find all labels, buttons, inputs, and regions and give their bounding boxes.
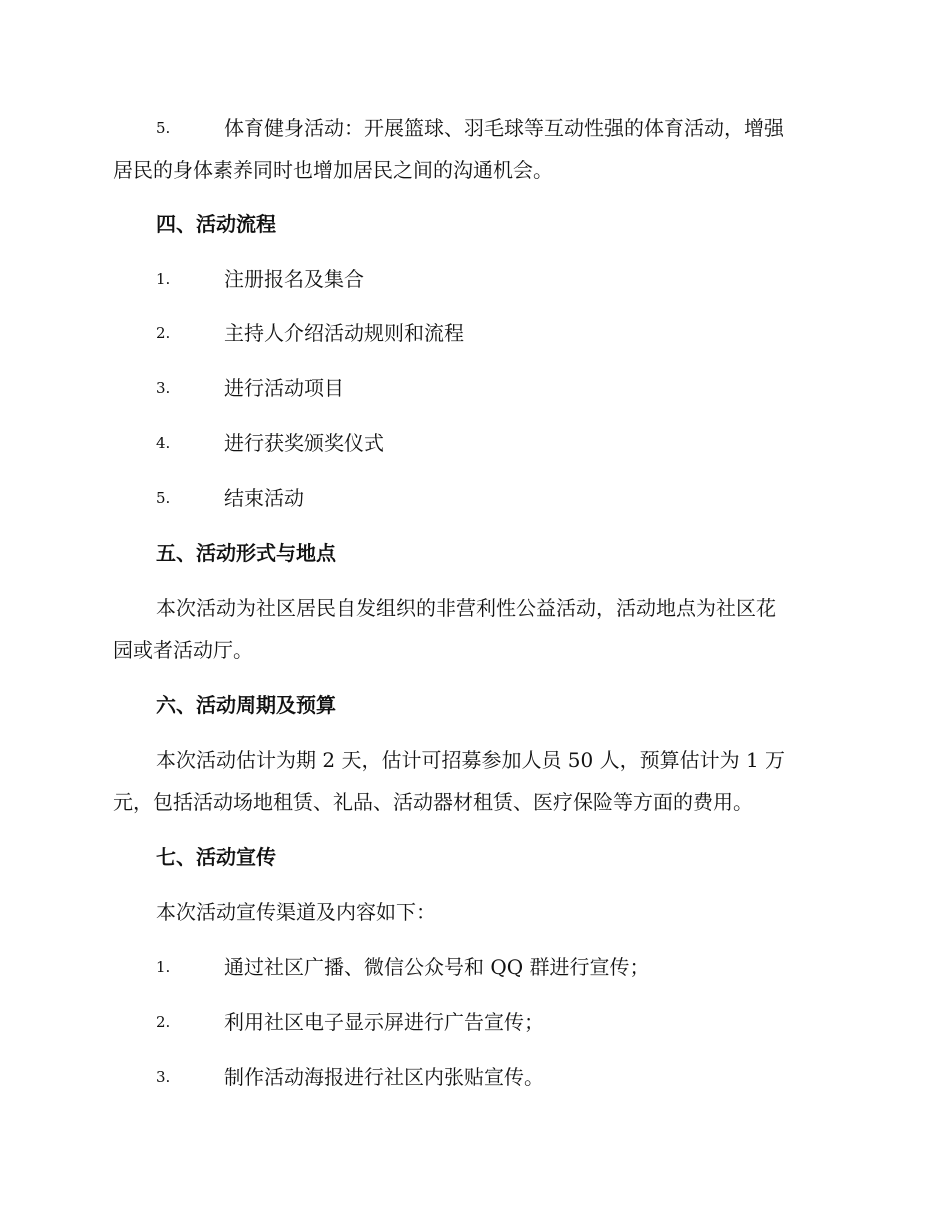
list-item-text: 进行获奖颁奖仪式 <box>224 431 384 455</box>
paragraph-line: 元，包括活动场地租赁、礼品、活动器材租赁、医疗保险等方面的费用。 <box>113 790 753 814</box>
list-item-text: 体育健身活动：开展篮球、羽毛球等互动性强的体育活动，增强 <box>224 116 784 140</box>
list-item-text: 制作活动海报进行社区内张贴宣传。 <box>224 1065 544 1089</box>
list-number: 5. <box>156 489 171 507</box>
section-heading: 六、活动周期及预算 <box>156 693 336 717</box>
list-number: 3. <box>156 1068 171 1086</box>
list-item-text: 利用社区电子显示屏进行广告宣传； <box>224 1010 544 1034</box>
list-item-text-continued: 居民的身体素养同时也增加居民之间的沟通机会。 <box>113 158 553 182</box>
list-number: 5. <box>156 119 171 137</box>
list-number: 4. <box>156 434 171 452</box>
list-number: 1. <box>156 958 171 976</box>
list-item-text: 注册报名及集合 <box>224 267 364 291</box>
paragraph-line: 本次活动宣传渠道及内容如下： <box>156 900 436 924</box>
list-item-text: 结束活动 <box>224 486 304 510</box>
list-number: 2. <box>156 1013 171 1031</box>
paragraph-line: 本次活动估计为期 2 天，估计可招募参加人员 50 人，预算估计为 1 万 <box>156 748 786 772</box>
list-item-text: 主持人介绍活动规则和流程 <box>224 321 464 345</box>
list-number: 2. <box>156 324 171 342</box>
list-item-text: 进行活动项目 <box>224 376 344 400</box>
list-number: 1. <box>156 270 171 288</box>
section-heading: 七、活动宣传 <box>156 845 276 869</box>
section-heading: 五、活动形式与地点 <box>156 541 336 565</box>
list-item-text: 通过社区广播、微信公众号和 QQ 群进行宣传； <box>224 955 650 979</box>
paragraph-line: 本次活动为社区居民自发组织的非营利性公益活动，活动地点为社区花 <box>156 596 776 620</box>
section-heading: 四、活动流程 <box>156 212 276 236</box>
paragraph-line: 园或者活动厅。 <box>113 638 253 662</box>
list-number: 3. <box>156 379 171 397</box>
